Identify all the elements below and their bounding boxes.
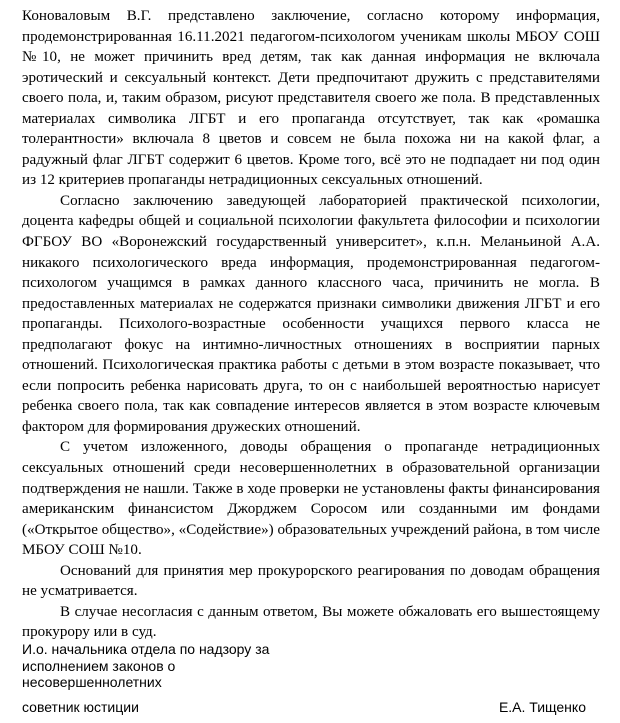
- paragraph-2: Согласно заключению заведующей лабораторией практической психологии, доцента кафедры общей и социальной психологии факультета философии и психологии ФГБОУ ВО «Воронежский государственный университет», к.п.н. Меланьиной А.А. никакого психологического вреда информация, продемонстрированная педагогом-психологом учащимся в рамках данного классного часа, причинить не могла. В предоставленных материалах не содержатся признаки символики движения ЛГБТ и его пропаганды. Психолого-возрастные особенности учащихся первого класса не предполагают фокус на интимно-личностных отношениях в восприятии парных отношений. Психологическая практика работы с детьми в этом возрасте показывает, что если попросить ребенка нарисовать друга, то он с наибольшей вероятностью нарисует ребенка своего пола, так как совпадение интересов является в этом возрасте ключевым фактором для формирования дружеских отношений.: [22, 192, 600, 435]
- letter-body: [22, 6, 600, 643]
- signature-line: [22, 699, 602, 716]
- signatory-position: [22, 641, 602, 691]
- signatory-position-line-2: исполнением законов о: [22, 657, 176, 674]
- paragraph-1: Коноваловым В.Г. представлено заключение, согласно которому информация, продемонстрированная 16.11.2021 педагогом-психологом ученикам школы МБОУ СОШ №10, не может причинить вред детям, так как данная информация не включала эротический и сексуальный контекст. Дети предпочитают дружить с представителями своего пола, и, таким образом, рисуют представителя своего же пола. В представленных материалах символика ЛГБТ и его пропаганда отсутствует, так как «ромашка толерантности» включала 8 цветов и совсем не была похожа ни на какой флаг, а радужный флаг ЛГБТ содержит 6 цветов. Кроме того, всё это не подпадает ни под один из 12 критериев пропаганды нетрадиционных сексуальных отношений.: [22, 8, 600, 189]
- signatory-position-line-3: несовершеннолетних: [22, 674, 162, 690]
- paragraph-4: Оснований для принятия мер прокурорского реагирования по доводам обращения не усматривается.: [22, 562, 600, 600]
- paragraph-3: С учетом изложенного, доводы обращения о пропаганде нетрадиционных сексуальных отношений среди несовершеннолетних в образовательной организации подтверждения не нашли. Также в ходе проверки не установлены факты финансирования американским финансистом Джорджем Соросом или созданными им фондами («Открытое общество», «Содействие») образовательных учреждений района, в том числе МБОУ СОШ №10.: [22, 439, 600, 559]
- paragraph-5: В случае несогласия с данным ответом, Вы можете обжаловать его вышестоящему прокурору или в суд.: [22, 603, 600, 641]
- signatory-name: Е.А. Тищенко: [498, 699, 586, 715]
- signatory-position-line-1: И.о. начальника отдела по надзору за: [22, 641, 270, 657]
- signatory-rank: советник юстиции: [22, 699, 139, 715]
